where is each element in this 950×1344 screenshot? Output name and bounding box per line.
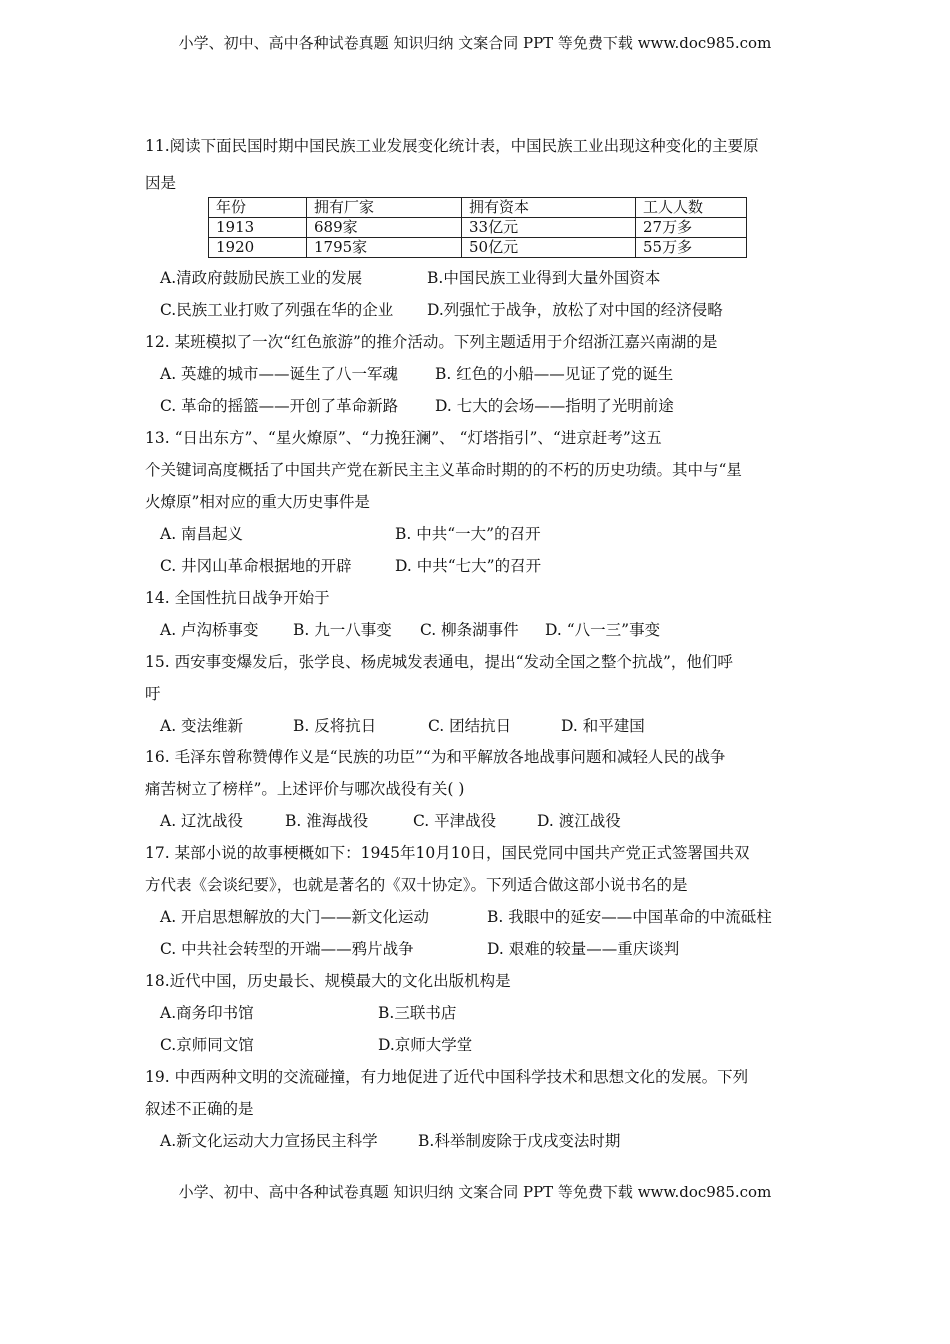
table-row [209,238,747,258]
table-header-cell: 拥有资本 [462,198,636,218]
question-16-stem-cont: 痛苦树立了榜样”。上述评价与哪次战役有关( ) [145,780,465,798]
q15-option-b: B. 反将抗日 [293,717,377,735]
q11-option-a: A.清政府鼓励民族工业的发展 [160,269,363,287]
q13-option-b: B. 中共“一大”的召开 [395,525,541,543]
table-cell: 1920 [209,238,307,258]
q15-option-a: A. 变法维新 [160,717,244,735]
question-13-stem: 13. “日出东方”、“星火燎原”、“力挽狂澜”、 “灯塔指引”、“进京赶考”这五 [145,429,662,447]
page-footer: 小学、初中、高中各种试卷真题 知识归纳 文案合同 PPT 等免费下载 www.doc985.com [178,1183,772,1201]
question-19-stem-cont: 叙述不正确的是 [145,1100,254,1118]
q11-option-b: B.中国民族工业得到大量外国资本 [427,269,661,287]
q12-option-b: B. 红色的小船——见证了党的诞生 [435,365,674,383]
q17-option-b: B. 我眼中的延安——中国革命的中流砥柱 [487,908,772,926]
q16-option-c: C. 平津战役 [413,812,497,830]
q14-option-d: D. “八一三”事变 [545,621,661,639]
question-16-stem: 16. 毛泽东曾称赞傅作义是“民族的功臣”“为和平解放各地战事问题和减轻人民的战争 [145,748,726,766]
q18-option-d: D.京师大学堂 [378,1036,473,1054]
q19-option-b: B.科举制废除于戊戌变法时期 [418,1132,621,1150]
question-11-stem-cont: 因是 [145,174,177,192]
table-cell: 33亿元 [462,218,636,238]
q18-option-a: A.商务印书馆 [160,1004,254,1022]
table-cell: 55万多 [636,238,747,258]
table-header-cell: 拥有厂家 [307,198,462,218]
q19-option-a: A.新文化运动大力宣扬民主科学 [160,1132,378,1150]
q11-option-c: C.民族工业打败了列强在华的企业 [160,301,394,319]
table-header-row [209,198,747,218]
q16-option-d: D. 渡江战役 [537,812,621,830]
q14-option-c: C. 柳条湖事件 [420,621,519,639]
question-15-stem: 15. 西安事变爆发后，张学良、杨虎城发表通电，提出“发动全国之整个抗战”，他们呼 [145,653,733,671]
table-cell: 50亿元 [462,238,636,258]
question-17-stem-cont: 方代表《会谈纪要》，也就是著名的《双十协定》。下列适合做这部小说书名的是 [145,876,688,894]
q13-option-a: A. 南昌起义 [160,525,244,543]
question-17-stem: 17. 某部小说的故事梗概如下：1945年10月10日，国民党同中国共产党正式签署国共双 [145,844,750,862]
table-cell: 1913 [209,218,307,238]
q18-option-c: C.京师同文馆 [160,1036,254,1054]
question-11-stem: 11.阅读下面民国时期中国民族工业发展变化统计表，中国民族工业出现这种变化的主要原 [145,137,759,155]
question-19-stem: 19. 中西两种文明的交流碰撞，有力地促进了近代中国科学技术和思想文化的发展。下列 [145,1068,749,1086]
q15-option-d: D. 和平建国 [561,717,645,735]
q18-option-b: B.三联书店 [378,1004,457,1022]
table-header-cell: 工人人数 [636,198,747,218]
q13-option-c: C. 井冈山革命根据地的开辟 [160,557,352,575]
table-cell: 27万多 [636,218,747,238]
question-18-stem: 18.近代中国，历史最长、规模最大的文化出版机构是 [145,972,511,990]
q13-option-d: D. 中共“七大”的召开 [395,557,542,575]
question-13-stem-cont: 个关键词高度概括了中国共产党在新民主主义革命时期的的不朽的历史功绩。其中与“星 [145,461,742,479]
table-cell: 689家 [307,218,462,238]
q14-option-b: B. 九一八事变 [293,621,392,639]
question-14-stem: 14. 全国性抗日战争开始于 [145,589,330,607]
table-header-cell: 年份 [209,198,307,218]
q12-option-a: A. 英雄的城市——诞生了八一军魂 [160,365,399,383]
q17-option-a: A. 开启思想解放的大门——新文化运动 [160,908,430,926]
q12-option-d: D. 七大的会场——指明了光明前途 [435,397,674,415]
q16-option-a: A. 辽沈战役 [160,812,244,830]
q14-option-a: A. 卢沟桥事变 [160,621,259,639]
q16-option-b: B. 淮海战役 [285,812,369,830]
page-header: 小学、初中、高中各种试卷真题 知识归纳 文案合同 PPT 等免费下载 www.doc985.com [178,34,772,52]
q17-option-c: C. 中共社会转型的开端——鸦片战争 [160,940,414,958]
table-cell: 1795家 [307,238,462,258]
question-13-stem-cont2: 火燎原”相对应的重大历史事件是 [145,493,370,511]
q15-option-c: C. 团结抗日 [428,717,512,735]
table-row [209,218,747,238]
question-15-stem-cont: 吁 [145,685,161,703]
q11-option-d: D.列强忙于战争，放松了对中国的经济侵略 [427,301,723,319]
industry-stats-table [208,197,747,258]
q12-option-c: C. 革命的摇篮——开创了革命新路 [160,397,399,415]
question-12-stem: 12. 某班模拟了一次“红色旅游”的推介活动。下列主题适用于介绍浙江嘉兴南湖的是 [145,333,718,351]
q17-option-d: D. 艰难的较量——重庆谈判 [487,940,680,958]
